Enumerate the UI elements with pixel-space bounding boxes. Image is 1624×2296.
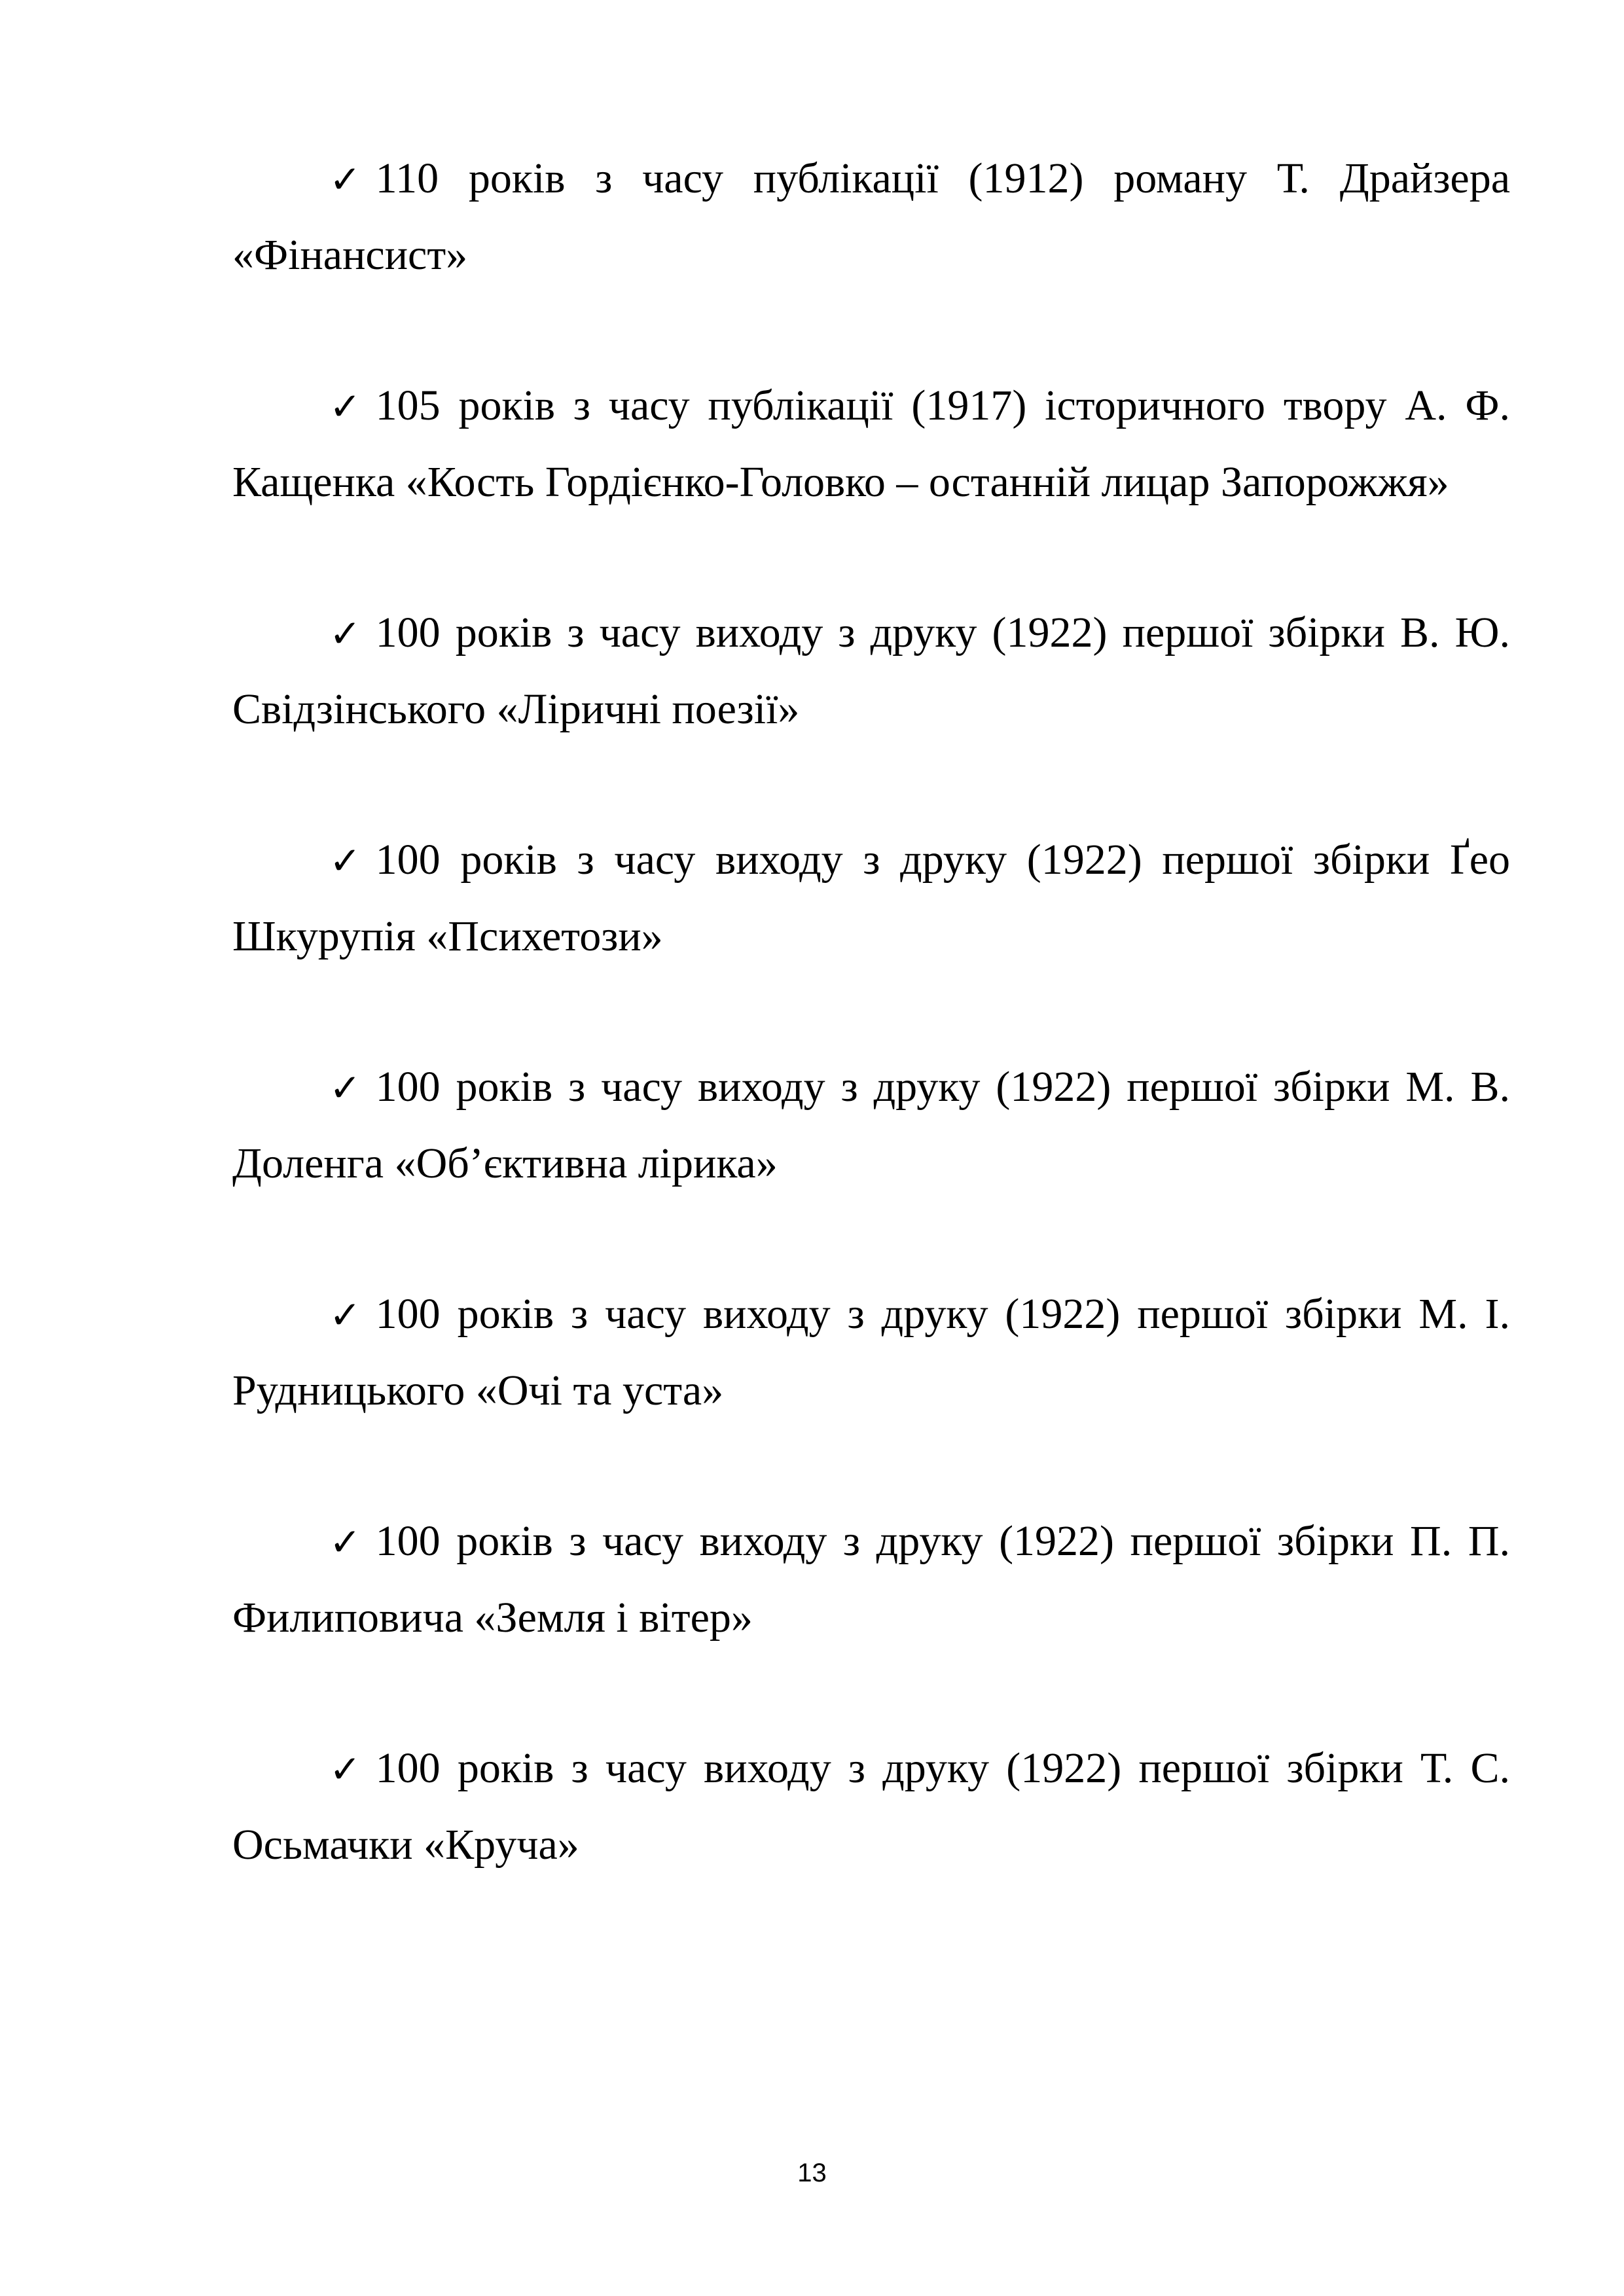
anniversary-list [232,141,1510,1958]
list-item [232,822,1510,974]
check-mark-icon: ✓ [329,611,361,656]
list-item-text: 100 років з часу виходу з друку (1922) першої збірки Ґео Шкурупія «Психетози» [232,836,1510,960]
check-mark-icon: ✓ [329,157,361,202]
check-mark-icon: ✓ [329,1293,361,1337]
check-mark-icon: ✓ [329,384,361,429]
list-item-text: 100 років з часу виходу з друку (1922) першої збірки В. Ю. Свідзінського «Ліричні поезії» [232,609,1510,733]
list-item [232,595,1510,747]
list-item-text: 100 років з часу виходу з друку (1922) першої збірки М. В. Доленга «Об’єктивна лірика» [232,1063,1510,1187]
page-number: 13 [797,2159,827,2187]
check-mark-icon: ✓ [329,1520,361,1564]
check-mark-icon: ✓ [329,838,361,883]
list-item [232,1731,1510,1882]
list-item-text: 105 років з часу публікації (1917) історичного твору А. Ф. Кащенка «Кость Гордієнко-Головко – останній лицар Запорожжя» [232,382,1510,506]
list-item [232,141,1510,293]
list-item [232,1276,1510,1428]
list-item-text: 100 років з часу виходу з друку (1922) першої збірки М. І. Рудницького «Очі та уста» [232,1290,1510,1414]
list-item [232,1049,1510,1201]
list-item [232,368,1510,520]
list-item-text: 100 років з часу виходу з друку (1922) першої збірки Т. С. Осьмачки «Круча» [232,1744,1510,1869]
list-item [232,1503,1510,1655]
check-mark-icon: ✓ [329,1066,361,1110]
list-item-text: 100 років з часу виходу з друку (1922) першої збірки П. П. Филиповича «Земля і вітер» [232,1517,1510,1641]
list-item-text: 110 років з часу публікації (1912) роману Т. Драйзера «Фінансист» [232,154,1510,279]
check-mark-icon: ✓ [329,1747,361,1791]
